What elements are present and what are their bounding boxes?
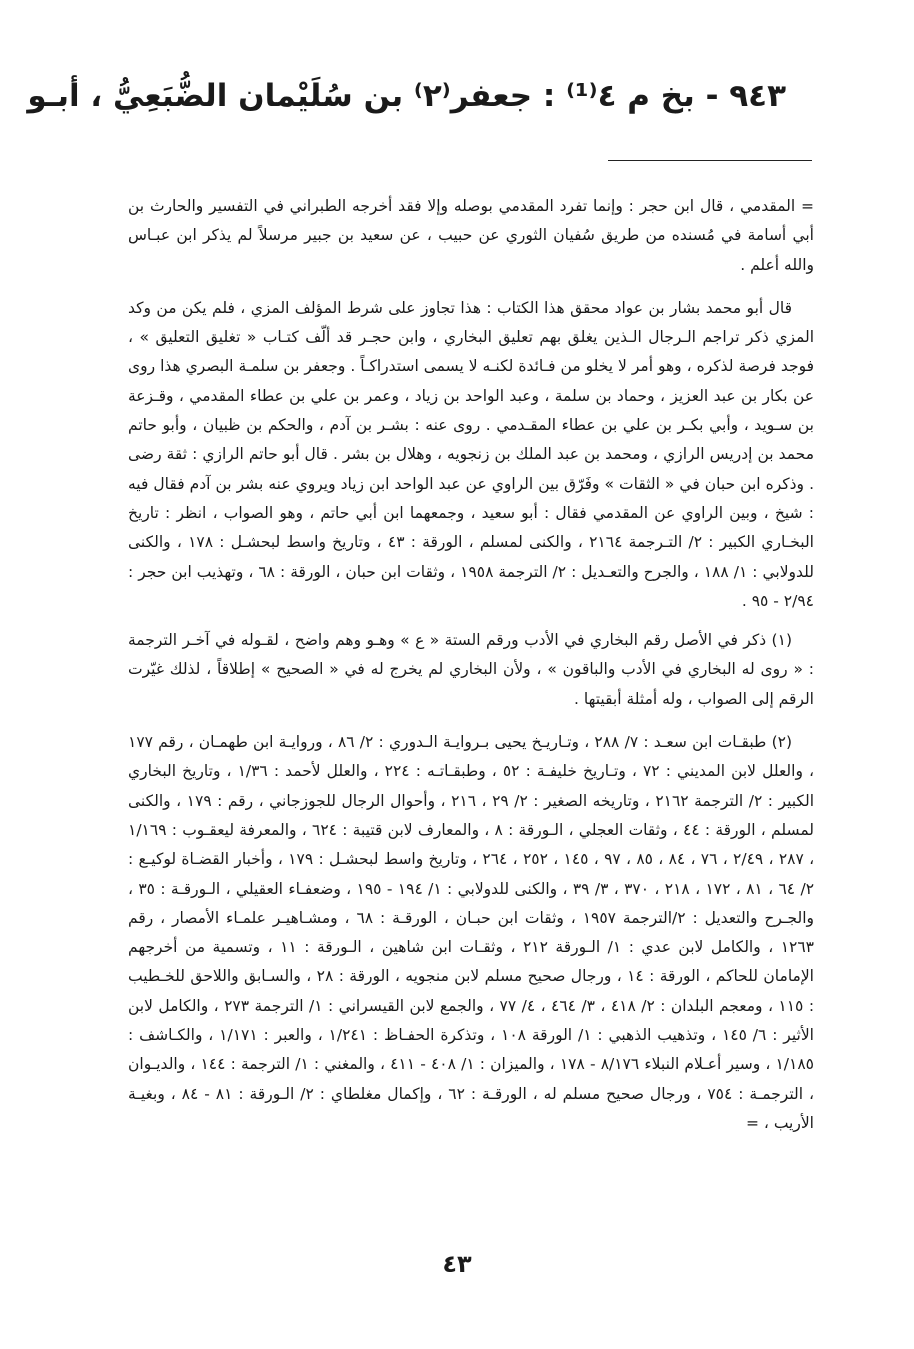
footnote-2: (٢) طبقـات ابن سعـد : ٧/ ٢٨٨ ، وتـاريـخ يحيى بـروايـة الـدوري : ٢/ ٨٦ ، وروايـة ابن طهمـان ، رقم ١٧٧ ، والعلل لابن المديني : ٧٢ ، وتـاريخ خليفـة : ٥٢ ، وطبقـاتـه : ٢٢٤ ، والعلل لأحمد : ١/٣٦ ، وتاريخ البخاري الكبير : ٢/ الترجمة ٢١٦٢ ، وتاريخه الصغير : ٢/ ٢٩ ، ٢١٦ ، وأحوال الرجال للجوزجاني ، رقم : ١٧٩ ، والكنى لمسلم ، الورقة : ٤٤ ، وثقات العجلي ، الـورقة : ٨ ، والمعارف لابن قتيبة : ٦٢٤ ، والمعرفة ليعقـوب : ١/١٦٩ ، ٢٨٧ ، ٢/٤٩ ، ٧٦ ، ٨٤ ، ٨٥ ، ٩٧ ، ١٤٥ ، ٢٥٢ ، ٢٦٤ ، وتاريخ واسط لبحشـل : ١٧٩ ، وأخبار القضـاة لوكيـع : ٢/ ٦٤ ، ٨١ ، ١٧٢ ، ٢١٨ ، ٣٧٠ ، ٣/ ٣٩ ، والكنى للدولابي : ١/ ١٩٤ - ١٩٥ ، وضعفـاء العقيلي ، الـورقـة : ٣٥ ، والجـرح والتعديل : ٢/الترجمة ١٩٥٧ ، وثقات ابن حبـان ، الورقـة : ٦٨ ، ومشـاهيـر علمـاء الأمصار ، رقم ١٢٦٣ ، والكامل لابن عدي : ١/ الـورقة ٢١٢ ، وثقـات ابن شاهين ، الـورقة : ١١ ، وتسمية من أخرجهم الإمامان للحاكم ، الورقة : ١٤ ، ورجال صحيح مسلم لابن منجويه ، الورقة : ٢٨ ، والسـابق واللاحق للخـطيب : ١١٥ ، ومعجم البلدان : ٢/ ٤١٨ ، ٣/ ٤٦٤ ، ٤/ ٧٧ ، والجمع لابن القيسراني : ١/ الترجمة ٢٧٣ ، والكامل لابن الأثير : ٦/ ١٤٥ ، وتذهيب الذهبي : ١/ الورقة ١٠٨ ، وتذكرة الحفـاظ : ١/٢٤١ ، والعبر : ١/١٧١ ، والكـاشف : ١/١٨٥ ، وسير أعـلام النبلاء ٨/١٧٦ - ١٧٨ ، والميزان : ١/ ٤٠٨ - ٤١١ ، والمغني : ١/ الترجمة : ١٤٤ ، والديـوان ، الترجمـة : ٧٥٤ ، ورجال صحيح مسلم له ، الورقـة : ٦٢ ، وإكمال مغلطاي : ٢/ الـورقة : ٨١ - ٨٤ ، وبغيـة الأريب ، = [128,733,815,1132]
footnotes-block [128,192,814,1148]
footnote-1: (١) ذكر في الأصل رقم البخاري في الأدب ورقم الستة « ع » وهـو وهم واضح ، لقـوله في آخـر الترجمة : « روى له البخاري في الأدب والباقون » ، ولأن البخاري لم يخرج له في « الصحيح » إطلاقاً ، لذلك غيّرت الرقم إلى الصواب ، وله أمثلة أبقيتها . [128,631,814,708]
footnote-separator [608,160,812,161]
editor-note: قال أبو محمد بشار بن عواد محقق هذا الكتاب : هذا تجاوز على شرط المؤلف المزي ، فلم يكن من وكد المزي ذكر تراجم الـرجال الـذين يغلق بهم تعليق البخاري ، وابن حجـر قد ألّف كتـاب « تغليق التعليق » ، فوجد فرصة لذكره ، وهو أمر لا يخلو من فـائدة لكنـه لا يسمى استدراكـاً . وجعفر بن سلمـة البصري هذا روى عن بكار بن عبد العزيز ، وحماد بن سلمة ، وعبد الواحد بن زياد ، وعمر بن علي بن عطاء المقدمي ، وقـزعة بن سـويد ، وأبي بكـر بن علي بن عطاء المقـدمي . روى عنه : بشـر بن آدم ، والحكم بن ظبيان ، وأبو حاتم محمد بن إدريس الرازي ، ومحمد بن عبد الملك بن زنجويه ، وهلال بن بشر . قال أبو حاتم الرازي : ثقة رضى . وذكره ابن حبان في « الثقات » وفَرّق بين الراوي عن عبد الواحد ابن زياد ويروي عنه بشر بن آدم فقال فيه : شيخ ، وبين الراوي عن المقدمي فقال : أبو سعيد ، وجمعهما ابن أبي حاتم ، وهو الصواب ، انظر : تاريخ البخـاري الكبير : ٢/ التـرجمة ٢١٦٤ ، والكنى لمسلم ، الورقة : ٤٣ ، وتاريخ واسط لبحشـل : ١٧٨ ، والكنى للدولابي : ١/ ١٨٨ ، والجرح والتعـديل : ٢/ الترجمة ١٩٥٨ ، وثقات ابن حبان ، الورقة : ٦٨ ، وتهذيب ابن حجر : ٢/٩٤ - ٩٥ . [128,298,815,610]
footnote-continuation: = المقدمي ، قال ابن حجر : وإنما تفرد المقدمي بوصله وإلا فقد أخرجه الطبراني في التفسير والحارث بن أبي أسامة في مُسنده من طريق سُفيان الثوري عن حبيب ، عن سعيد بن جبير مرسلاً لم يذكر ابن عبـاس والله أعلم . [128,197,814,274]
entry-heading: ٩٤٣ - بخ م ٤⁽¹⁾ : جعفر⁽٢⁾ بن سُلَيْمان الضُّبَعِيُّ ، أبـو [27,78,786,114]
page-number: ٤٣ [442,1250,472,1278]
